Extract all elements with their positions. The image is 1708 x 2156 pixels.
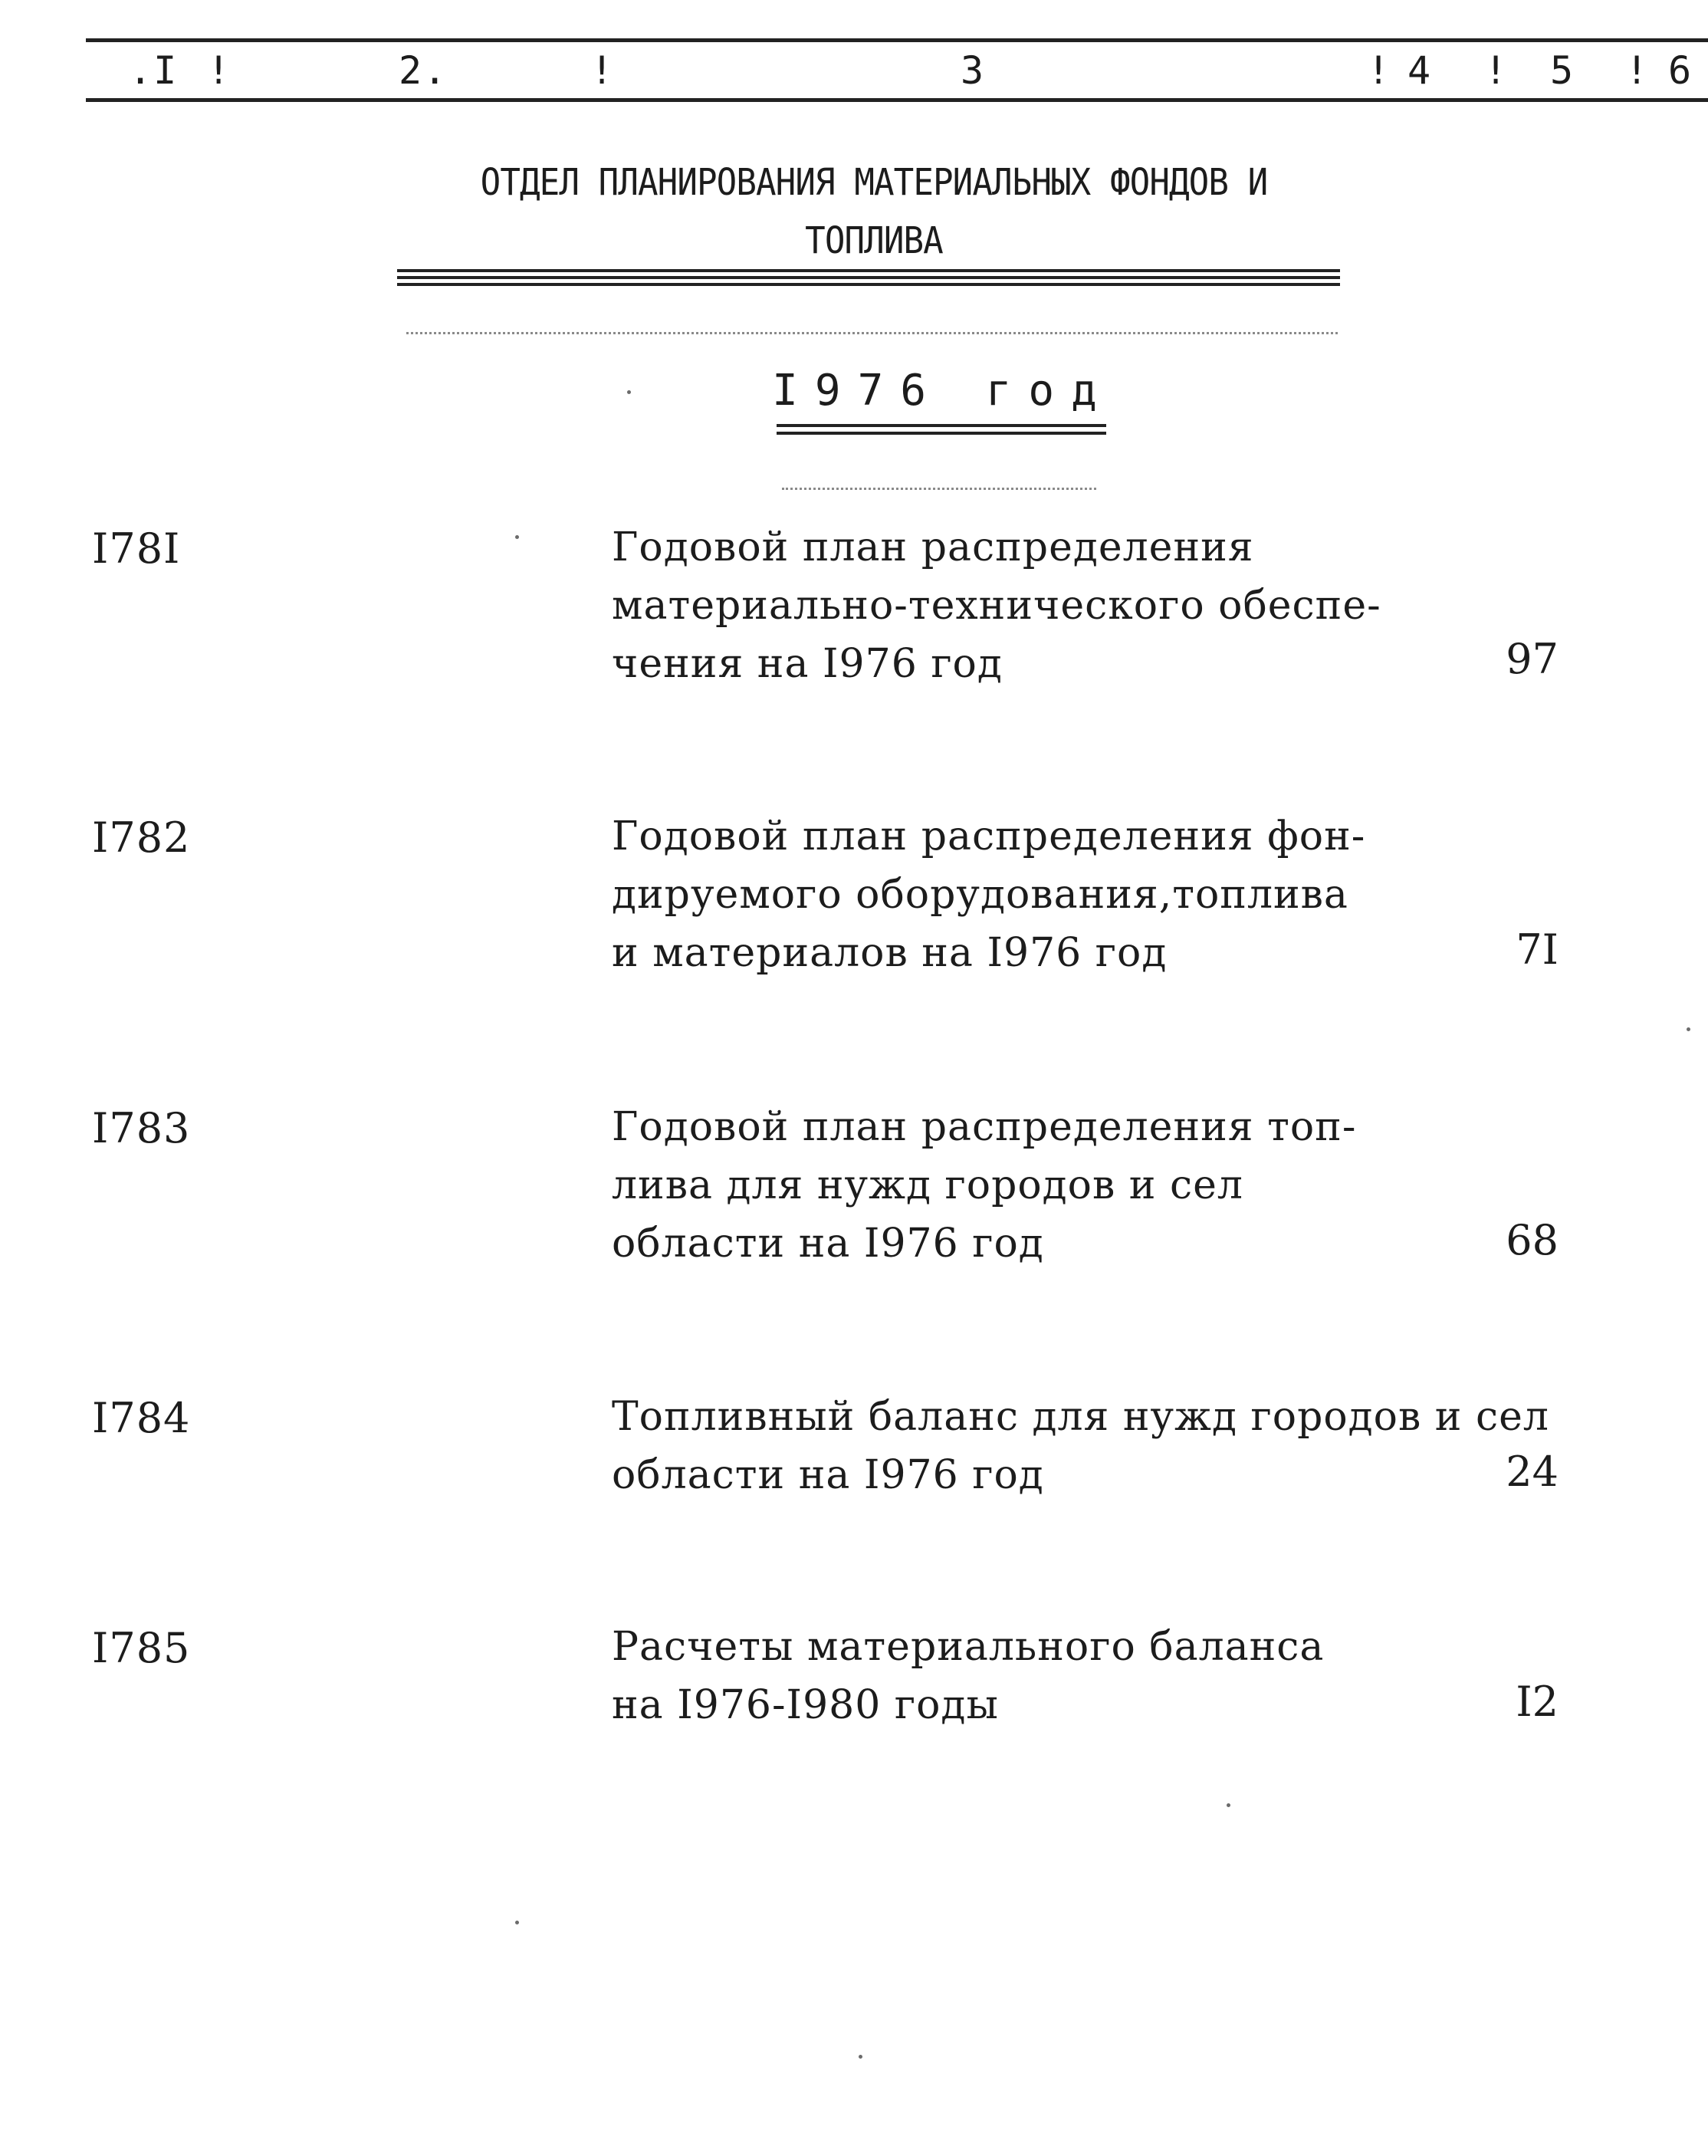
column-separator: ! bbox=[207, 48, 232, 93]
section-title-underline bbox=[397, 283, 1340, 286]
dotted-separator bbox=[782, 488, 1096, 490]
section-title-line-2: ТОПЛИВА bbox=[805, 219, 943, 262]
column-number-5: 5 bbox=[1550, 48, 1575, 93]
section-title bbox=[429, 153, 1318, 270]
header-rule-top bbox=[86, 38, 1708, 42]
scan-speck bbox=[515, 535, 519, 539]
year-heading-underline bbox=[777, 424, 1106, 427]
entry-description bbox=[612, 807, 1578, 982]
year-heading: I976 год bbox=[772, 366, 1114, 416]
entry-description-line: материально-технического обеспе- bbox=[612, 583, 1381, 629]
entry-description-line: Годовой план распределения фон- bbox=[612, 813, 1366, 859]
entry-description-line: области на I976 год bbox=[612, 1221, 1044, 1267]
column-number-1: .I bbox=[129, 48, 179, 93]
column-number-3: 3 bbox=[961, 48, 986, 93]
entry-page-count: I2 bbox=[1516, 1678, 1559, 1726]
entry-number: I78I bbox=[92, 524, 181, 573]
entry-description-line: Топливный баланс для нужд городов и сел bbox=[612, 1394, 1549, 1440]
section-title-line-1: ОТДЕЛ ПЛАНИРОВАНИЯ МАТЕРИАЛЬНЫХ ФОНДОВ И bbox=[480, 161, 1268, 204]
section-title-underline bbox=[397, 269, 1340, 272]
dotted-separator bbox=[406, 332, 1338, 334]
entry-number: I785 bbox=[92, 1624, 191, 1672]
entry-number: I784 bbox=[92, 1394, 191, 1442]
section-title-underline bbox=[397, 276, 1340, 279]
entry-number: I783 bbox=[92, 1104, 191, 1152]
entry-description bbox=[612, 1618, 1578, 1734]
entry-description-line: Расчеты материального баланса bbox=[612, 1624, 1325, 1670]
column-separator: ! bbox=[1484, 48, 1509, 93]
entry-page-count: 24 bbox=[1506, 1448, 1559, 1496]
entry-description-line: на I976-I980 годы bbox=[612, 1682, 999, 1728]
column-number-4: 4 bbox=[1407, 48, 1433, 93]
column-number-6: 6 bbox=[1668, 48, 1693, 93]
scan-speck bbox=[1227, 1803, 1230, 1807]
entry-page-count: 7I bbox=[1516, 925, 1559, 974]
entry-description-line: и материалов на I976 год bbox=[612, 930, 1168, 976]
scan-speck bbox=[1687, 1027, 1690, 1031]
entry-description-line: Годовой план распределения топ- bbox=[612, 1104, 1357, 1150]
column-separator: ! bbox=[1625, 48, 1651, 93]
scan-speck bbox=[515, 1921, 519, 1924]
entry-description-line: Годовой план распределения bbox=[612, 524, 1254, 570]
entry-page-count: 68 bbox=[1506, 1216, 1559, 1264]
entry-page-count: 97 bbox=[1506, 635, 1559, 683]
entry-description bbox=[612, 1388, 1578, 1504]
entry-description bbox=[612, 1098, 1578, 1273]
entry-description-line: лива для нужд городов и сел bbox=[612, 1162, 1243, 1208]
entry-description bbox=[612, 518, 1578, 693]
column-number-2: 2. bbox=[399, 48, 448, 93]
scan-speck bbox=[627, 390, 631, 394]
entry-description-line: области на I976 год bbox=[612, 1452, 1044, 1498]
entry-number: I782 bbox=[92, 813, 191, 862]
entry-description-line: дируемого оборудования,топлива bbox=[612, 872, 1348, 918]
year-heading-underline bbox=[777, 432, 1106, 435]
entry-description-line: чения на I976 год bbox=[612, 641, 1003, 687]
header-rule-bottom bbox=[86, 98, 1708, 102]
column-separator: ! bbox=[1367, 48, 1392, 93]
column-separator: ! bbox=[590, 48, 616, 93]
scan-speck bbox=[859, 2055, 862, 2059]
